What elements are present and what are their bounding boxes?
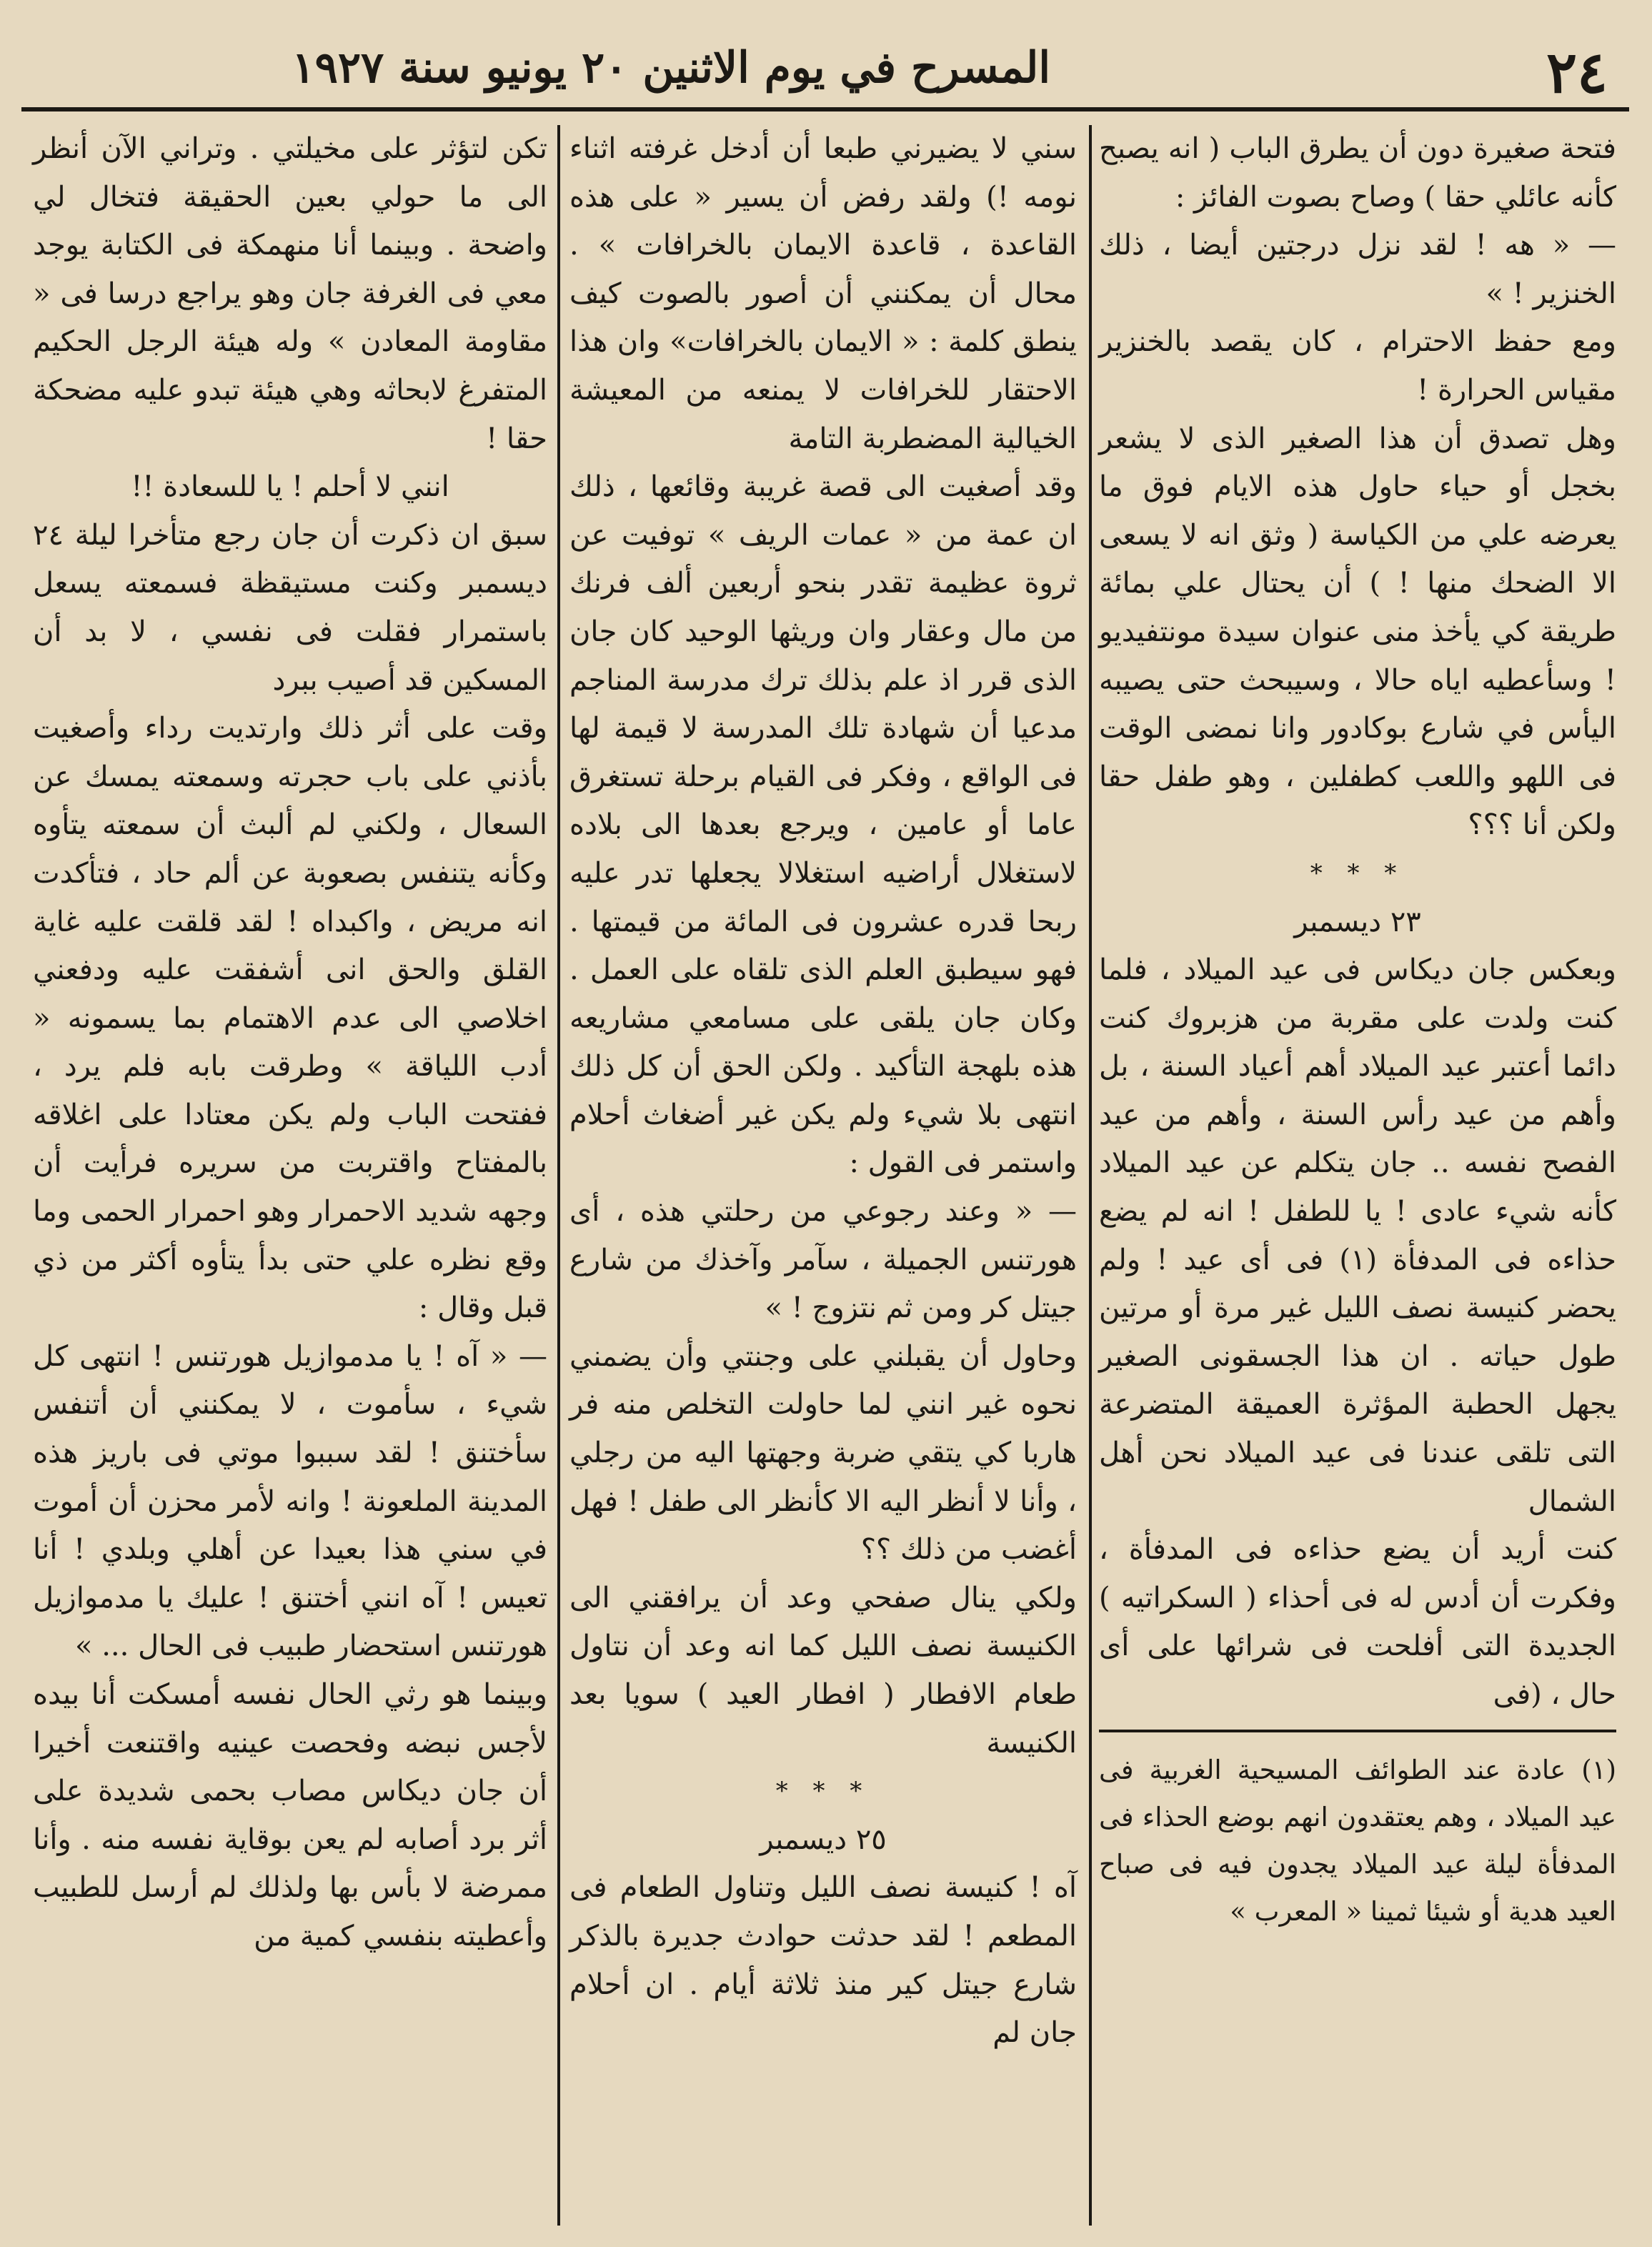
footnote-divider [1099,1730,1616,1732]
paragraph: — « هه ! لقد نزل درجتين أيضا ، ذلك الخنزير ! » [1099,229,1616,310]
paragraph: وقت على أثر ذلك وارتديت رداء وأصغيت بأذني على باب حجرته وسمعته يمسك عن السعال ، ولكني لم ألبث أن سمعته يتأوه وكأنه يتنفس بصعوبة عن ألم حاد ، فتأكدت انه مريض ، واكبداه ! لقد قلقت عليه غاية القلق والحق انى أشفقت عليه ودفعني اخلاصي الى عدم الاهتمام بما يسمونه « أدب اللياقة » وطرقت بابه فلم يرد ، ففتحت الباب ولم يكن معتادا على اغلاقه بالمفتاح واقتربت من سريره فرأيت أن وجهه شديد الاحمرار وهو احمرار الحمى وما وقع نظره علي حتى بدأ يتأوه أكثر من ذي قبل وقال : [33,712,547,1325]
footnote: (١) عادة عند الطوائف المسيحية الغربية فى عيد الميلاد ، وهم يعتقدون انهم بوضع الحذاء فى المدفأة ليلة عيد الميلاد يجدون فيه فى صباح العيد هدية أو شيئا ثمينا « المعرب » [1099,1754,1616,1927]
running-title: المسرح في يوم الاثنين ٢٠ يونيو سنة ١٩٢٧ [292,43,1050,93]
paragraph: ومع حفظ الاحترام ، كان يقصد بالخنزير مقياس الحرارة ! [1099,325,1616,407]
exclamation-line: انني لا أحلم ! يا للسعادة !! [131,470,449,504]
paragraph: وحاول أن يقبلني على وجنتي وأن يضمني نحوه غير انني لما حاولت التخلص منه فر هاربا كي يتقي ضربة وجهتها اليه من رجلي ، وأنا لا أنظر اليه الا كأنظر الى طفل ! فهل أغضب من ذلك ؟؟ [569,1339,1077,1567]
column-divider [557,125,560,2226]
diary-date: ٢٣ ديسمبر [1294,905,1421,938]
section-separator: * * * [1310,858,1405,888]
paragraph: وقد أصغيت الى قصة غريبة وقائعها ، ذلك ان عمة من « عمات الريف » توفيت عن ثروة عظيمة تقدر بنحو أربعين ألف فرنك من مال وعقار وان وريثها الوحيد كان جان الذى قرر اذ علم بذلك ترك مدرسة المناجم مدعيا أن شهادة تلك المدرسة لا قيمة لها فى الواقع ، وفكر فى القيام برحلة تستغرق عاما أو عامين ، ويرجع بعدها الى بلاده لاستغلال أراضيه استغلالا يجعلها تدر عليه ربحا قدره عشرون فى المائة من قيمتها . فهو سيطبق العلم الذى تلقاه على العمل . وكان جان يلقى على مسامعي مشاريعه هذه بلهجة التأكيد . ولكن الحق أن كل ذلك انتهى بلا شيء ولم يكن غير أضغاث أحلام واستمر فى القول : [569,470,1077,1180]
paragraph: كنت أريد أن يضع حذاءه فى المدفأة ، وفكرت أن أدس له فى أحذاء ( السكراتيه ) الجديدة التى أفلحت فى شرائها على أى حال ، (فى [1099,1533,1616,1711]
page-number: ٢٤ [1546,39,1608,106]
column-middle [569,125,1077,2226]
paragraph: فتحة صغيرة دون أن يطرق الباب ( انه يصبح كأنه عائلي حقا ) وصاح بصوت الفائز : [1099,132,1616,214]
paragraph: سني لا يضيرني طبعا أن أدخل غرفته اثناء نومه !) ولقد رفض أن يسير « على هذه القاعدة ، قاعدة الايمان بالخرافات » . محال أن يمكنني أن أصور بالصوت كيف ينطق كلمة : « الايمان بالخرافات» وان هذا الاحتقار للخرافات لا يمنعه من المعيشة الخيالية المضطربة التامة [569,132,1078,455]
paragraph: ولكي ينال صفحي وعد أن يرافقني الى الكنيسة نصف الليل كما انه وعد أن نتاول طعام الافطار ( افطار العيد ) سويا بعد الكنيسة [569,1581,1077,1760]
paragraph: — « وعند رجوعي من رحلتي هذه ، أى هورتنس الجميلة ، سآمر وآخذك من شارع جيتل كر ومن ثم نتزوج ! » [569,1195,1077,1325]
paragraph: وبعكس جان ديكاس فى عيد الميلاد ، فلما كنت ولدت على مقربة من هزبروك كنت دائما أعتبر عيد الميلاد أهم أعياد السنة ، بل وأهم من عيد رأس السنة ، وأهم من عيد الفصح نفسه .. جان يتكلم عن عيد الميلاد كأنه شيء عادى ! يا للطفل ! انه لم يضع حذاءه فى المدفأة (١) فى أى عيد ! ولم يحضر كنيسة نصف الليل غير مرة أو مرتين طول حياته . ان هذا الجسقونى الصغير يجهل الحطبة المؤثرة العميقة المتضرعة التى تلقى عندنا فى عيد الميلاد نحن أهل الشمال [1099,953,1616,1518]
section-separator: * * * [775,1777,871,1806]
column-left [33,125,547,2226]
column-divider [1089,125,1092,2226]
paragraph: وهل تصدق أن هذا الصغير الذى لا يشعر بخجل أو حياء حاول هذه الايام فوق ما يعرضه علي من الكياسة ( وثق انه لا يسعى الا الضحك منها ! ) أن يحتال علي بمائة طريقة كي يأخذ منى عنوان سيدة مونتفيديو ! وسأعطيه اياه حالا ، وسيبحث حتى يصيبه اليأس في شارع بوكادور وانا نمضى الوقت فى اللهو واللعب كطفلين ، وهو طفل حقا ولكن أنا ؟؟؟ [1099,422,1616,842]
paragraph: — « آه ! يا مدموازيل هورتنس ! انتهى كل شيء ، سأموت ، لا يمكنني أن أتنفس سأختنق ! لقد سببوا موتي فى باريز هذه المدينة الملعونة ! وانه لأمر محزن أن أموت في سني هذا بعيدا عن أهلي وبلدي ! أنا تعيس ! آه انني أختنق ! عليك يا مدموازيل هورتنس استحضار طبيب فى الحال ... » [33,1339,547,1663]
page-header [21,29,1629,111]
column-right [1099,125,1616,2226]
diary-date: ٢٥ ديسمبر [760,1822,887,1856]
paragraph: سبق ان ذكرت أن جان رجع متأخرا ليلة ٢٤ ديسمبر وكنت مستيقظة فسمعته يسعل باستمرار فقلت فى نفسي ، لا بد أن المسكين قد أصيب ببرد [33,518,547,697]
paragraph: آه ! كنيسة نصف الليل وتناول الطعام فى المطعم ! لقد حدثت حوادث جديرة بالذكر شارع جيتل كير منذ ثلاثة أيام . ان أحلام جان لم [569,1871,1077,2050]
paragraph: تكن لتؤثر على مخيلتي . وتراني الآن أنظر الى ما حولي بعين الحقيقة فتخال لي واضحة . وبينما أنا منهمكة فى الكتابة يوجد معي فى الغرفة جان وهو يراجع درسا فى « مقاومة المعادن » وله هيئة الرجل الحكيم المتفرغ لابحاثه وهي هيئة تبدو عليه مضحكة حقا ! [33,132,548,455]
paragraph: وبينما هو رثي الحال نفسه أمسكت أنا بيده لأجس نبضه وفحصت عينيه واقتنعت أخيرا أن جان ديكاس مصاب بحمى شديدة على أثر برد أصابه لم يعن بوقاية نفسه منه . وأنا ممرضة لا بأس بها ولذلك لم أرسل للطبيب وأعطيته بنفسي كمية من [33,1678,548,1953]
